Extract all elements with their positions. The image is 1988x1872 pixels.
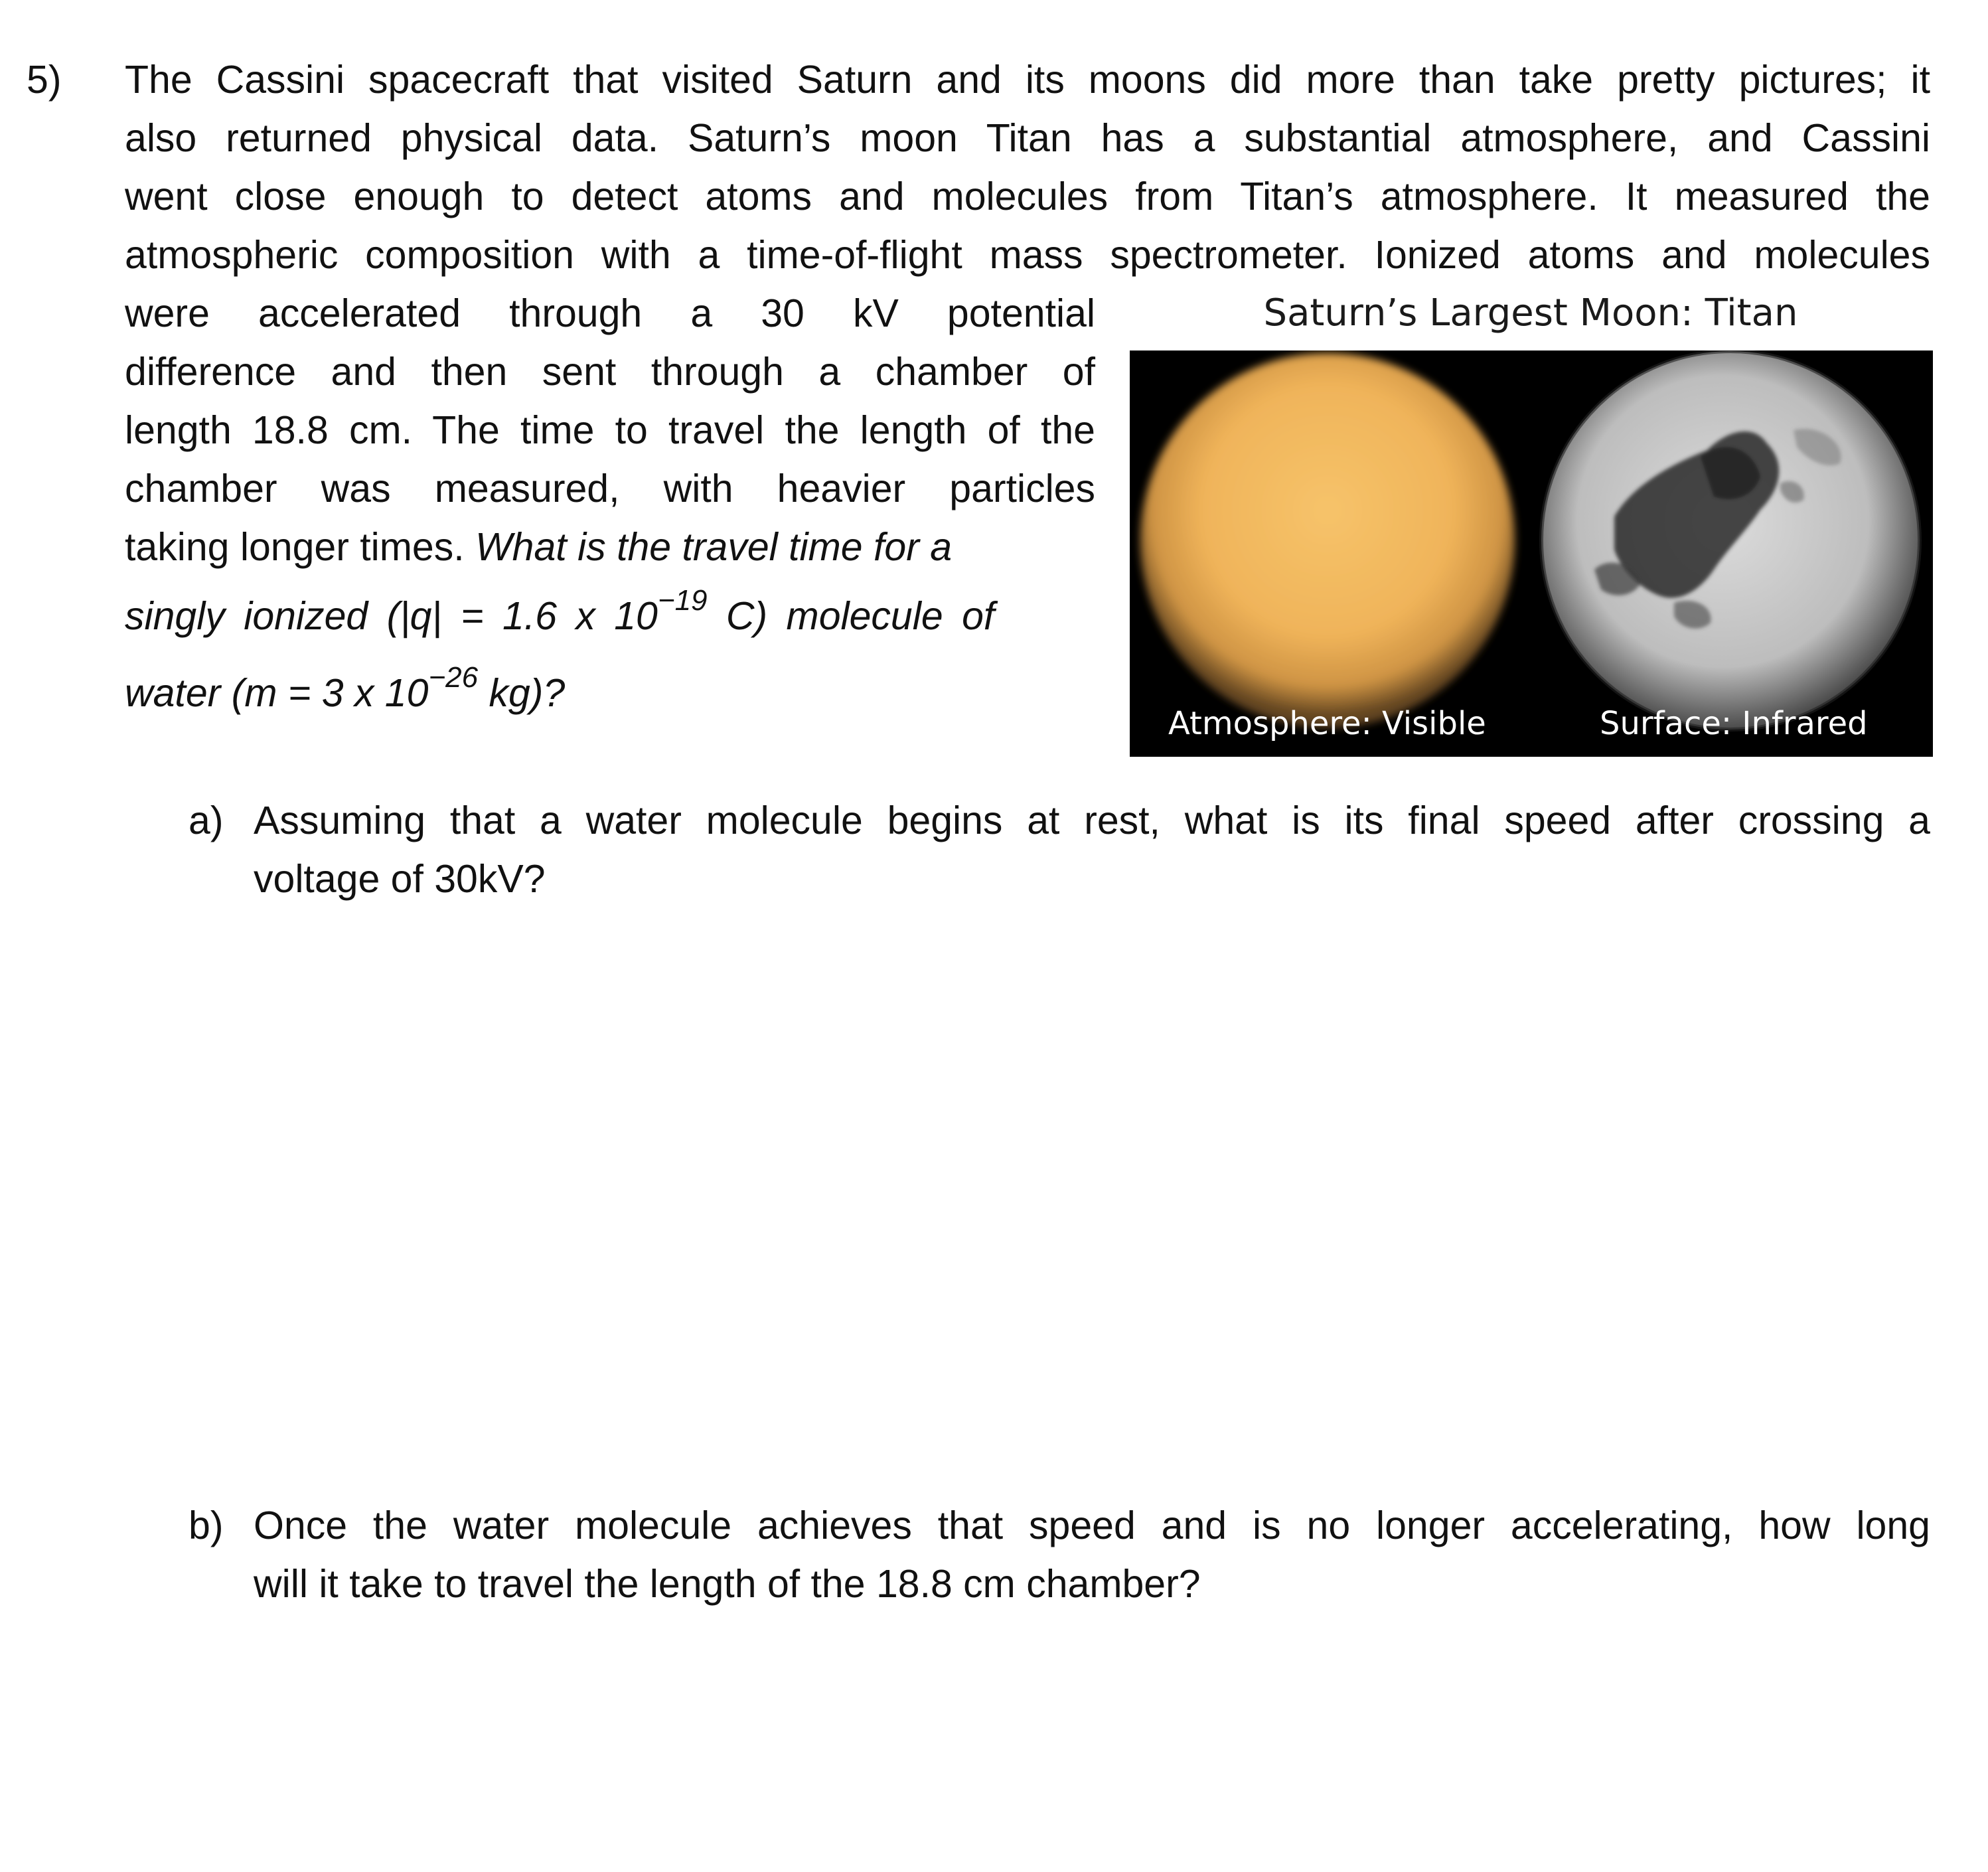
part-a-label: a) [189,799,224,842]
titan-figure [1130,351,1933,757]
charge-expression-end: C) molecule of [707,594,995,638]
question-text-line: chamber was measured, with heavier particles [125,467,1095,510]
question-prompt-italic: What is the travel time for a [475,525,953,569]
question-text-line: difference and then sent through a chamber of [125,350,1095,394]
part-b-text-line: will it take to travel the length of the 18.8 cm chamber? [254,1562,1201,1606]
question-text-line [125,518,1095,576]
part-a-text-line: voltage of 30kV? [254,857,546,901]
titan-atmosphere-disk [1140,353,1515,728]
question-text-line: went close enough to detect atoms and molecules from Titan’s atmosphere. It measured the [125,175,1930,218]
question-text-line: The Cassini spacecraft that visited Saturn and its moons did more than take pretty pictures; it [125,58,1930,102]
question-text-plain: taking longer times. [125,525,475,569]
charge-exponent: −19 [657,584,708,617]
mass-exponent: −26 [428,661,479,694]
mass-expression-end: kg)? [478,671,566,715]
mass-expression: water (m = 3 x 10 [125,671,429,715]
question-text-line [125,584,1095,645]
question-text-line [125,661,1095,722]
charge-expression: singly ionized (|q| = 1.6 x 10 [125,594,658,638]
part-b-label: b) [189,1504,224,1547]
titan-images [1130,351,1933,757]
question-text-line: length 18.8 cm. The time to travel the length of the [125,408,1095,452]
question-text-line: were accelerated through a 30 kV potential [125,291,1095,335]
question-text-line: also returned physical data. Saturn’s moon Titan has a substantial atmosphere, and Cassini [125,116,1930,160]
part-a-text-line: Assuming that a water molecule begins at rest, what is its final speed after crossing a [254,799,1930,842]
part-b-text-line: Once the water molecule achieves that speed and is no longer accelerating, how long [254,1504,1930,1547]
question-number: 5) [27,58,62,102]
figure-label-atmosphere: Atmosphere: Visible [1168,705,1486,742]
figure-label-surface: Surface: Infrared [1600,705,1868,742]
figure-caption: Saturn’s Largest Moon: Titan [1263,291,1798,335]
question-text-line: atmospheric composition with a time-of-flight mass spectrometer. Ionized atoms and molecules [125,233,1930,277]
